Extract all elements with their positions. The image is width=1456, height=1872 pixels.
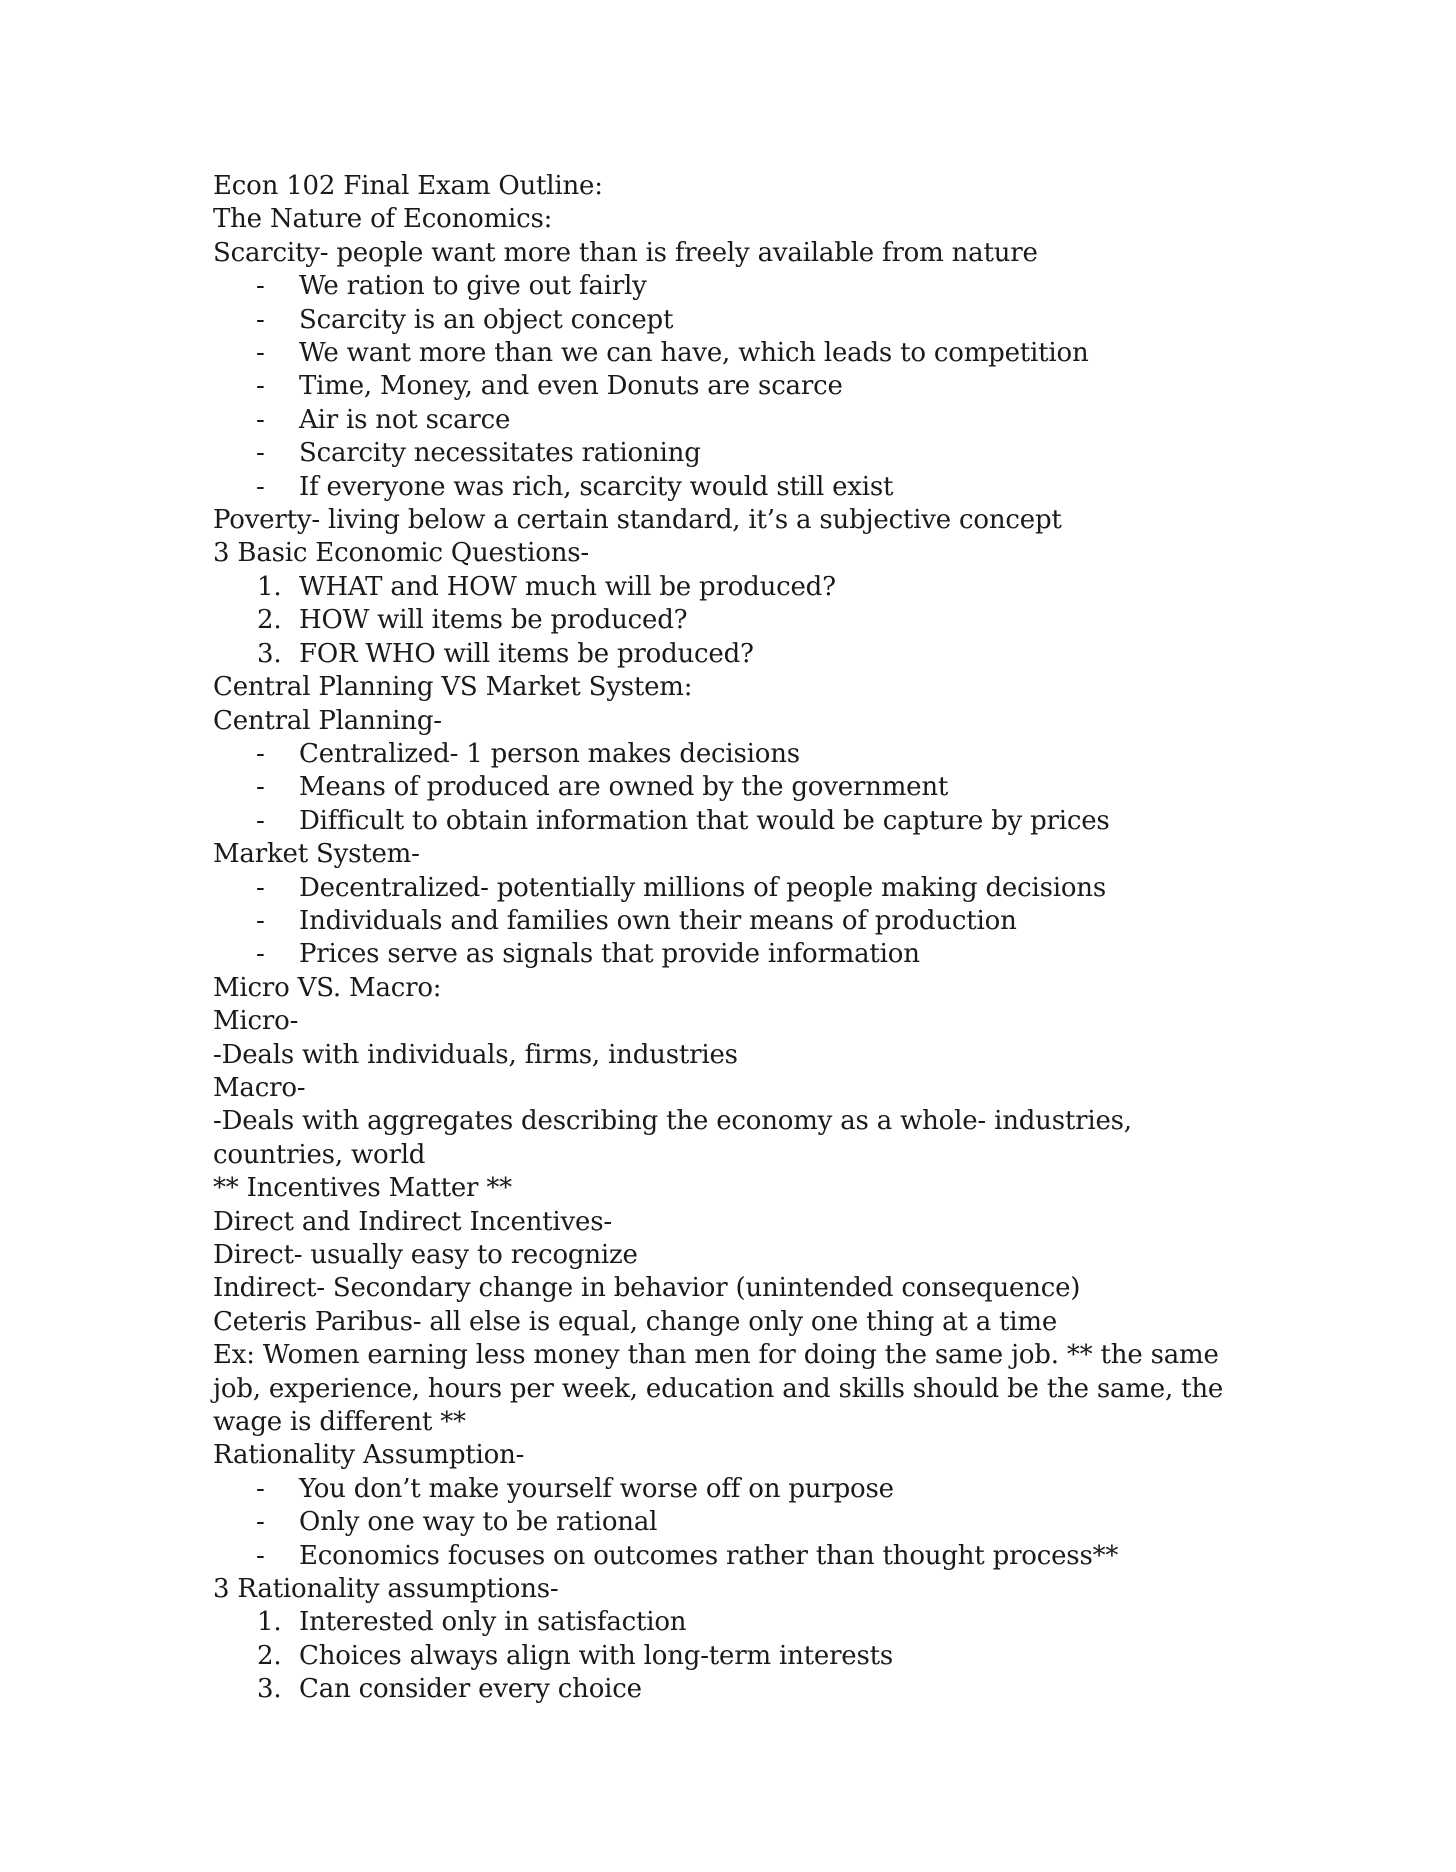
dash-marker: - bbox=[256, 1507, 265, 1538]
list-item bbox=[213, 938, 1253, 971]
list-item-text: Difficult to obtain information that would be capture by prices bbox=[299, 805, 1110, 836]
dash-marker: - bbox=[256, 872, 265, 903]
market-system-heading: Market System- bbox=[213, 839, 420, 870]
list-item-text: Means of produced are owned by the government bbox=[299, 772, 949, 803]
list-item bbox=[213, 571, 1253, 604]
dash-marker: - bbox=[256, 304, 265, 335]
list-item-text: We ration to give out fairly bbox=[299, 271, 647, 302]
document-title: Econ 102 Final Exam Outline: bbox=[213, 171, 603, 201]
list-item-text: Air is not scarce bbox=[299, 404, 511, 435]
list-item-text: Prices serve as signals that provide information bbox=[299, 939, 920, 970]
questions-heading: 3 Basic Economic Questions- bbox=[213, 538, 589, 569]
macro-text: -Deals with aggregates describing the economy as a whole- industries, countries, world bbox=[213, 1106, 1132, 1170]
list-item bbox=[213, 1640, 1253, 1673]
list-item bbox=[213, 771, 1253, 804]
list-item-text: HOW will items be produced? bbox=[299, 605, 688, 636]
list-item bbox=[213, 404, 1253, 437]
list-item-text: Scarcity necessitates rationing bbox=[299, 438, 701, 469]
number-marker: 1. bbox=[257, 571, 282, 602]
dash-marker: - bbox=[256, 404, 265, 435]
list-item-text: Decentralized- potentially millions of people making decisions bbox=[299, 872, 1106, 903]
list-item bbox=[213, 370, 1253, 403]
number-marker: 2. bbox=[257, 605, 282, 636]
list-item bbox=[213, 1606, 1253, 1639]
dash-marker: - bbox=[256, 471, 265, 502]
list-item bbox=[213, 337, 1253, 370]
dash-marker: - bbox=[256, 371, 265, 402]
list-item-text: WHAT and HOW much will be produced? bbox=[299, 571, 836, 602]
rationality-assumptions-heading: 3 Rationality assumptions- bbox=[213, 1574, 559, 1605]
central-planning-list bbox=[213, 738, 1253, 838]
list-item-text: If everyone was rich, scarcity would still exist bbox=[299, 471, 894, 502]
list-item-text: Interested only in satisfaction bbox=[299, 1607, 687, 1638]
list-item-text: Only one way to be rational bbox=[299, 1507, 658, 1538]
list-item bbox=[213, 1673, 1253, 1706]
micro-vs-macro-heading: Micro VS. Macro: bbox=[213, 972, 442, 1003]
dash-marker: - bbox=[256, 905, 265, 936]
questions-list bbox=[213, 571, 1253, 671]
ceteris-paribus-definition: Ceteris Paribus- all else is equal, change only one thing at a time bbox=[213, 1306, 1058, 1337]
list-item-text: FOR WHO will items be produced? bbox=[299, 638, 754, 669]
outline-content bbox=[213, 170, 1253, 1707]
direct-definition: Direct- usually easy to recognize bbox=[213, 1240, 638, 1270]
list-item bbox=[213, 304, 1253, 337]
rationality-assumptions-list bbox=[213, 1606, 1253, 1706]
indirect-definition: Indirect- Secondary change in behavior (unintended consequence) bbox=[213, 1273, 1081, 1304]
list-item-text: We want more than we can have, which leads to competition bbox=[299, 338, 1089, 369]
rationality-heading: Rationality Assumption- bbox=[213, 1440, 525, 1471]
incentives-heading: Direct and Indirect Incentives- bbox=[213, 1206, 612, 1237]
rationality-list bbox=[213, 1473, 1253, 1573]
cp-vs-ms-heading: Central Planning VS Market System: bbox=[213, 672, 693, 703]
scarcity-list bbox=[213, 270, 1253, 504]
micro-heading: Micro- bbox=[213, 1006, 299, 1037]
list-item bbox=[213, 437, 1253, 470]
list-item bbox=[213, 471, 1253, 504]
list-item bbox=[213, 270, 1253, 303]
scarcity-definition: Scarcity- people want more than is freely available from nature bbox=[213, 237, 1038, 268]
list-item bbox=[213, 738, 1253, 771]
list-item-text: Economics focuses on outcomes rather than thought process** bbox=[299, 1540, 1119, 1571]
section-heading-nature: The Nature of Economics: bbox=[213, 204, 553, 235]
list-item bbox=[213, 1540, 1253, 1573]
dash-marker: - bbox=[256, 939, 265, 970]
central-planning-heading: Central Planning- bbox=[213, 705, 442, 736]
example-text: Ex: Women earning less money than men for doing the same job. ** the same job, experience, hours per week, education and skills should be the same, the wage is different ** bbox=[213, 1340, 1224, 1438]
list-item-text: Choices always align with long-term interests bbox=[299, 1640, 894, 1671]
macro-heading: Macro- bbox=[213, 1072, 306, 1103]
dash-marker: - bbox=[256, 1540, 265, 1571]
dash-marker: - bbox=[256, 772, 265, 803]
dash-marker: - bbox=[256, 738, 265, 769]
list-item bbox=[213, 638, 1253, 671]
dash-marker: - bbox=[256, 271, 265, 302]
list-item bbox=[213, 905, 1253, 938]
micro-text: -Deals with individuals, firms, industries bbox=[213, 1039, 738, 1070]
list-item-text: Can consider every choice bbox=[299, 1674, 642, 1705]
list-item-text: Individuals and families own their means of production bbox=[299, 905, 1017, 936]
poverty-definition: Poverty- living below a certain standard, it’s a subjective concept bbox=[213, 505, 1062, 536]
dash-marker: - bbox=[256, 1473, 265, 1504]
number-marker: 3. bbox=[257, 638, 282, 669]
list-item bbox=[213, 872, 1253, 905]
dash-marker: - bbox=[256, 438, 265, 469]
list-item-text: You don’t make yourself worse off on purpose bbox=[299, 1473, 894, 1504]
incentives-matter-note: ** Incentives Matter ** bbox=[213, 1173, 512, 1204]
list-item bbox=[213, 805, 1253, 838]
number-marker: 3. bbox=[257, 1674, 282, 1705]
number-marker: 2. bbox=[257, 1640, 282, 1671]
dash-marker: - bbox=[256, 805, 265, 836]
list-item bbox=[213, 1473, 1253, 1506]
list-item-text: Centralized- 1 person makes decisions bbox=[299, 738, 800, 769]
market-system-list bbox=[213, 872, 1253, 972]
list-item-text: Scarcity is an object concept bbox=[299, 304, 674, 335]
number-marker: 1. bbox=[257, 1607, 282, 1638]
dash-marker: - bbox=[256, 338, 265, 369]
list-item-text: Time, Money, and even Donuts are scarce bbox=[299, 371, 843, 402]
list-item bbox=[213, 604, 1253, 637]
list-item bbox=[213, 1506, 1253, 1539]
